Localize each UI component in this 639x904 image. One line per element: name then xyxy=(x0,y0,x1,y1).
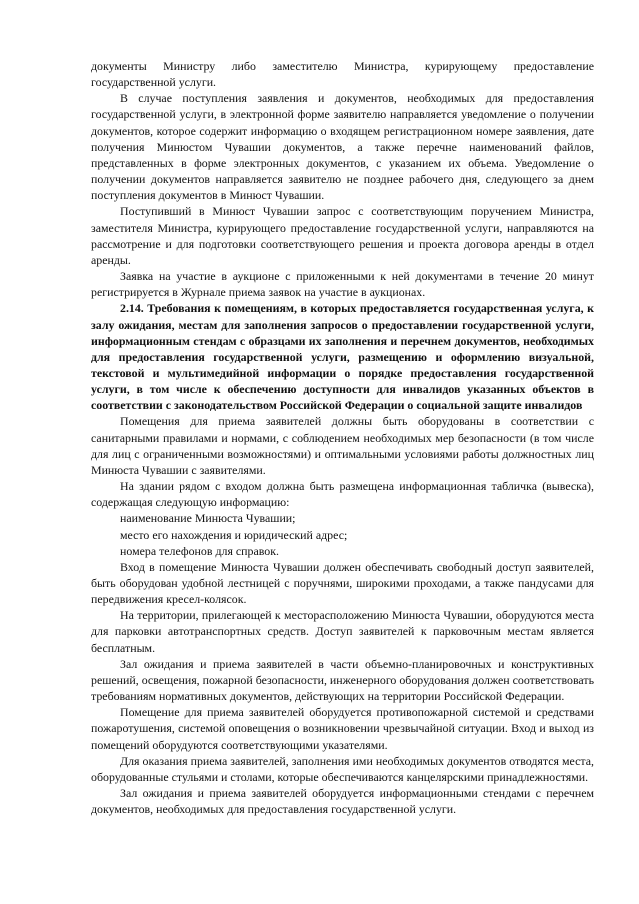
paragraph-premises-requirements: Помещения для приема заявителей должны быть оборудованы в соответствии с санитарными правилами и нормами, с соблюдением необходимых мер безопасности (в том числе для лиц с ограниченными возможностями) и оптимальными условиями работы должностных лиц Минюста Чувашии с заявителями. xyxy=(91,414,594,477)
paragraph-signboard: На здании рядом с входом должна быть размещена информационная табличка (вывеска), содержащая следующую информацию: xyxy=(91,479,594,510)
paragraph-entrance: Вход в помещение Минюста Чувашии должен обеспечивать свободный доступ заявителей, быть оборудован удобной лестницей с поручнями, широкими проходами, а также пандусами для передвижения кресел-колясок. xyxy=(91,559,594,607)
paragraph-request-routing: Поступивший в Минюст Чувашии запрос с соответствующим поручением Министра, заместителя Министра, курирующего предоставление государственной услуги, направляются на рассмотрение и для подготовки соответствующего решения и проекта договора аренды в отдел аренды. xyxy=(91,204,594,267)
paragraph-continuation: документы Министру либо заместителю Министра, курирующему предоставление государственной услуги. xyxy=(91,59,594,90)
paragraph-info-stands: Зал ожидания и приема заявителей оборудуется информационными стендами с перечнем документов, необходимых для предоставления государственной услуги. xyxy=(91,786,594,817)
list-item-phones: номера телефонов для справок. xyxy=(120,543,279,558)
list-item-address: место его нахождения и юридический адрес; xyxy=(120,527,348,542)
paragraph-workplaces: Для оказания приема заявителей, заполнения ими необходимых документов отводятся места, оборудованные стульями и столами, которые обеспечиваются канцелярскими принадлежностями. xyxy=(91,753,594,784)
paragraph-waiting-hall: Зал ожидания и приема заявителей в части объемно-планировочных и конструктивных решений, освещения, пожарной безопасности, инженерного оборудования должен соответствовать требованиям нормативных документов, действующих на территории Российской Федерации. xyxy=(91,656,594,704)
list-item-name: наименование Минюста Чувашии; xyxy=(120,511,296,526)
paragraph-parking: На территории, прилегающей к месторасположению Минюста Чувашии, оборудуются места для парковки автотранспортных средств. Доступ заявителей к парковочным местам является бесплатным. xyxy=(91,608,594,655)
paragraph-electronic-notice: В случае поступления заявления и документов, необходимых для предоставления государственной услуги, в электронной форме заявителю направляется уведомление о получении документов, которое содержит информацию о входящем регистрационном номере заявления, дате получения Минюстом Чувашии документов, а также перечне наименований файлов, представленных в форме электронных документов, с указанием их объема. Уведомление о получении документов направляется заявителю не позднее рабочего дня, следующего за днем поступления документов в Минюст Чувашии. xyxy=(91,91,594,203)
document-body xyxy=(91,58,594,817)
paragraph-auction-registration: Заявка на участие в аукционе с приложенными к ней документами в течение 20 минут регистрируется в Журнале приема заявок на участие в аукционах. xyxy=(91,269,594,300)
section-heading-2-14: 2.14. Требования к помещениям, в которых предоставляется государственная услуга, к залу ожидания, местам для заполнения запросов о предоставлении государственной услуги, информационным стендам с образцами их заполнения и перечнем документов, необходимых для предоставления государственной услуги, размещению и оформлению визуальной, текстовой и мультимедийной информации о порядке предоставления государственной услуги, в том числе к обеспечению доступности для инвалидов указанных объектов в соответствии с законодательством Российской Федерации о социальной защите инвалидов xyxy=(91,301,594,413)
paragraph-fire-safety: Помещение для приема заявителей оборудуется противопожарной системой и средствами пожаротушения, системой оповещения о возникновении чрезвычайной ситуации. Вход и выход из помещений оборудуются соответствующими указателями. xyxy=(91,705,594,752)
